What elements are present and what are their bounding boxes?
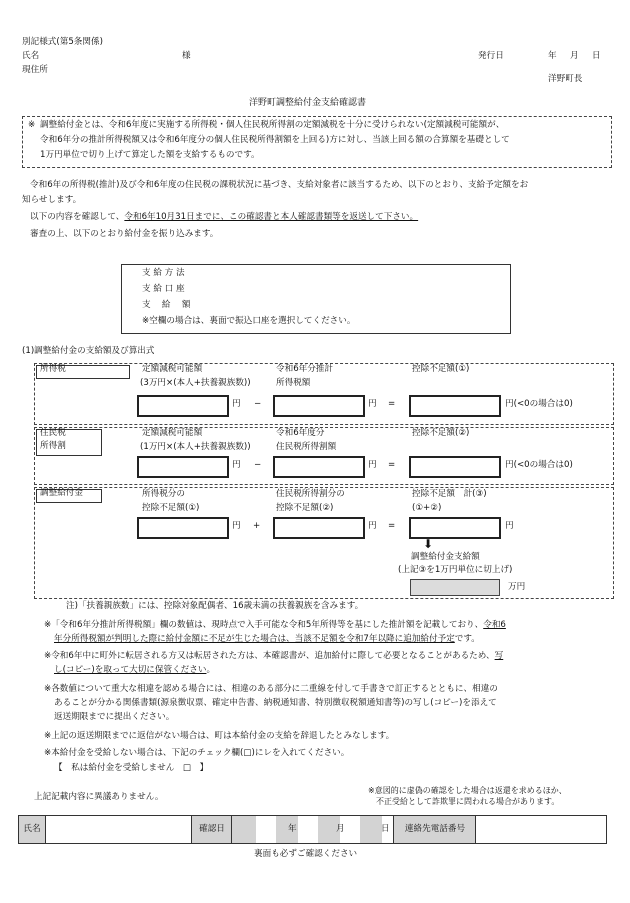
note-estimate (44, 620, 506, 632)
deduction-capacity-formula: (1万円×(本人+扶養親族数)) (140, 442, 251, 452)
yen-unit: 円 (368, 521, 377, 531)
note-underlined: 年分所得税額が判明した際に給付金額に不足が生じた場合は、当該不足額を令和7年以降に追加給付予定 (54, 634, 455, 644)
row-label: 所得割 (40, 441, 66, 451)
issue-day: 日 (592, 51, 601, 61)
note-underlined: 令和6 (483, 620, 506, 630)
shortfall-1-copy-field[interactable] (137, 517, 229, 539)
shortfall-2-ref-label: 控除不足額(②) (276, 503, 334, 513)
document-title: 洋野町調整給付金支給確認書 (249, 98, 367, 108)
confirm-year-label: 年 (288, 823, 297, 834)
income-tax-capacity-field[interactable] (137, 395, 229, 417)
confirm-day-label: 日 (381, 823, 390, 834)
shortfall-2-field[interactable] (409, 456, 501, 478)
estimated-tax-label: 令和6年分推計 (276, 364, 334, 374)
signature-table (18, 815, 607, 844)
note-text: 。 (206, 665, 216, 675)
benefit-amount-subtitle: (上記③を1万円単位に切上げ) (398, 565, 513, 575)
row-label: 所得税 (40, 364, 66, 374)
return-instruction-text: 以下の内容を確認して、 (30, 212, 125, 222)
signature-name-field[interactable] (45, 816, 192, 843)
issue-month: 月 (570, 51, 579, 61)
shortfall-1-ref-label: 所得税分の (142, 489, 185, 499)
payment-account-label: 支 給 口 座 (142, 284, 185, 294)
benefit-amount-title: 調整給付金支給額 (411, 552, 480, 562)
phone-label-cell (393, 816, 476, 843)
yen-unit: 円 (368, 460, 377, 470)
zero-floor-note: 円(<0の場合は0) (505, 399, 573, 409)
note-text: ※「令和6年分推計所得税額」欄の数値は、現時点で入手可能な令和5年所得等を基にした推計額を記載しており、 (44, 620, 484, 630)
fraud-warning: 不正受給として詐欺罪に問われる場合があります。 (376, 797, 560, 806)
estimated-income-tax-field[interactable] (273, 395, 365, 417)
note-underlined: し(コピー)を取って大切に保管ください (54, 665, 207, 675)
note-no-reply: ※上記の返送期限までに返信がない場合は、町は本給付金の支給を辞退したとみなします。 (44, 731, 395, 741)
signature-name-label-cell (19, 816, 45, 843)
confirm-date-field[interactable] (231, 816, 394, 843)
note-text: ※令和6年中に町外に転居される方又は転居された方は、本確認書が、追加給付に際して必要となることがあるため、 (44, 651, 495, 661)
notice-line: 1万円単位で切り上げて算定した額を支給するものです。 (40, 150, 260, 160)
return-deadline: 令和6年10月31日までに、この確認書と本人確認書類等を返送して下さい。 (124, 212, 419, 222)
note-decline: ※本給付金を受給しない場合は、下記のチェック欄(□)にレを入れてください。 (44, 748, 350, 758)
yen-unit: 円 (232, 460, 241, 470)
deduction-capacity-label: 定額減税可能額 (142, 428, 203, 438)
note-relocation (54, 665, 215, 677)
yen-unit: 円 (232, 399, 241, 409)
yen-unit: 円 (505, 521, 514, 531)
issuer: 洋野町長 (548, 74, 583, 84)
row-label: 調整給付金 (40, 488, 83, 498)
note-correction: あることが分かる関係書類(源泉徴収票、確定申告書、納税通知書、特別徴収税額通知書等)の写し(コピー)を添えて (54, 698, 497, 708)
return-instruction (30, 212, 418, 224)
resident-tax-label: 令和6年度分 (276, 428, 325, 438)
note-estimate (54, 634, 480, 646)
shortfall-total-label: 控除不足額 計(③) (412, 489, 487, 499)
resident-tax-label: 住民税所得割額 (276, 442, 337, 452)
issue-date-label: 発行日 (478, 51, 504, 61)
plus-operator: + (253, 521, 261, 531)
row-label: 住民税 (40, 428, 66, 438)
issue-year: 年 (548, 51, 557, 61)
deduction-capacity-label: 定額減税可能額 (142, 364, 203, 374)
note-text: です。 (454, 634, 480, 644)
yen-unit: 円 (368, 399, 377, 409)
minus-operator: − (254, 460, 262, 470)
shortfall-label: 控除不足額(②) (412, 428, 470, 438)
equals-operator: = (388, 460, 396, 470)
shortfall-total-field[interactable] (409, 517, 501, 539)
dependents-footnote: 注)「扶養親族数」には、控除対象配偶者、16歳未満の扶養親族を含みます。 (66, 601, 364, 611)
form-reference: 別記様式(第5条関係) (22, 37, 103, 47)
footer-note: 裏面も必ずご確認ください (254, 849, 358, 859)
section-heading: (1)調整給付金の支給額及び算出式 (22, 346, 155, 356)
shortfall-2-ref-label: 住民税所得割分の (276, 489, 345, 499)
notice-mark: ※ (28, 120, 36, 130)
shortfall-2-copy-field[interactable] (273, 517, 365, 539)
man-yen-unit: 万円 (508, 582, 526, 592)
resident-tax-capacity-field[interactable] (137, 456, 229, 478)
phone-field[interactable] (475, 816, 606, 843)
shortfall-total-formula: (①+②) (412, 503, 442, 513)
honorific: 様 (182, 51, 191, 61)
notice-line: 調整給付金とは、令和6年度に実施する所得税・個人住民税所得割の定額減税を十分に受けられない(定額減税可能額が、 (40, 120, 505, 130)
yen-unit: 円 (232, 521, 241, 531)
benefit-amount-field[interactable] (410, 579, 500, 596)
zero-floor-note: 円(<0の場合は0) (505, 460, 573, 470)
review-note: 審査の上、以下のとおり給付金を振り込みます。 (30, 229, 219, 239)
confirm-date-label-cell (191, 816, 232, 843)
note-correction: 返送期限までに提出ください。 (54, 712, 175, 722)
intro-paragraph: 知らせします。 (22, 195, 82, 205)
confirm-date-label: 確認日 (199, 823, 225, 834)
payment-amount-label: 支 給 額 (142, 300, 191, 310)
confirm-month-label: 月 (336, 823, 345, 834)
notice-line: 令和6年分の推計所得税額又は令和6年度分の個人住民税所得割額を上回る)方に対し、当該上回る額の合算額を基礎として (40, 135, 510, 145)
resident-tax-income-levy-field[interactable] (273, 456, 365, 478)
phone-label: 連絡先電話番号 (404, 823, 466, 834)
note-relocation (44, 651, 503, 663)
arrow-down-icon: ⬇ (423, 537, 434, 551)
note-underlined: 写 (494, 651, 504, 661)
deduction-capacity-formula: (3万円×(本人+扶養親族数)) (140, 378, 251, 388)
address-label: 現住所 (22, 65, 48, 75)
name-label: 氏名 (22, 51, 40, 61)
intro-paragraph: 令和6年の所得税(推計)及び令和6年度の住民税の課税状況に基づき、支給対象者に該当するため、以下のとおり、支給予定額をお (30, 180, 529, 190)
shortfall-1-ref-label: 控除不足額(①) (142, 503, 200, 513)
note-correction: ※各数値について重大な相違を認める場合には、相違のある部分に二重線を付して手書きで訂正するとともに、相違の (44, 684, 498, 694)
payment-note: ※空欄の場合は、裏面で振込口座を選択してください。 (142, 316, 356, 326)
shortfall-1-field[interactable] (409, 395, 501, 417)
equals-operator: = (388, 521, 396, 531)
estimated-tax-label: 所得税額 (276, 378, 311, 388)
payment-method-label: 支 給 方 法 (142, 268, 185, 278)
decline-checkbox-line[interactable]: 【 私は給付金を受給しません □ 】 (54, 763, 209, 773)
minus-operator: − (254, 399, 262, 409)
agreement-statement: 上記記載内容に異議ありません。 (34, 792, 164, 802)
signature-name-label: 氏名 (23, 823, 41, 834)
shortfall-label: 控除不足額(①) (412, 364, 470, 374)
equals-operator: = (388, 399, 396, 409)
fraud-warning: ※意図的に虚偽の確認をした場合は返還を求めるほか、 (368, 786, 567, 795)
